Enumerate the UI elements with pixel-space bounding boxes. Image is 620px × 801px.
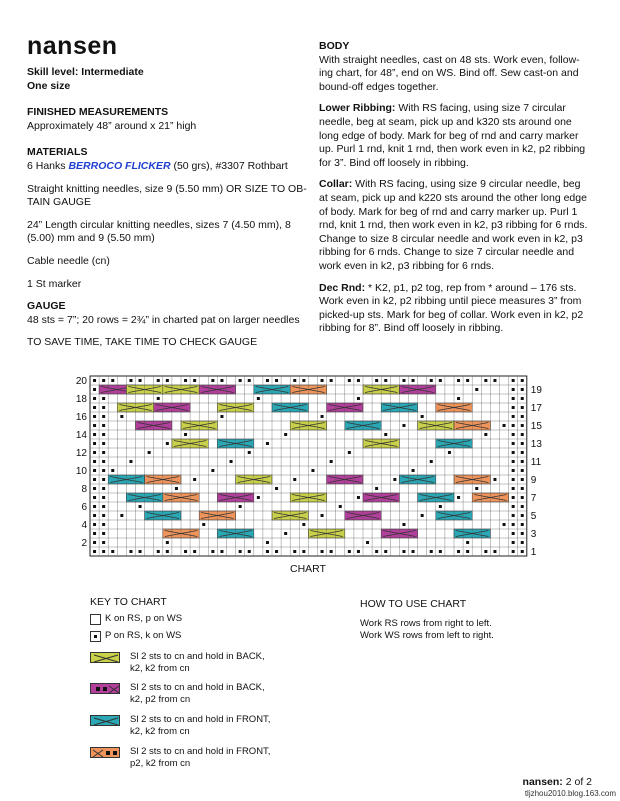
gauge-warning: TO SAVE TIME, TAKE TIME TO CHECK GAUGE — [27, 336, 258, 349]
lower-ribbing-label: Lower Ribbing: — [319, 102, 396, 115]
finished-heading: FINISHED MEASUREMENTS — [27, 106, 169, 119]
page-footer — [523, 776, 592, 788]
chart-row-label-left: 6 — [81, 502, 87, 514]
chart-grid — [70, 372, 550, 577]
chart-row-label-left: 10 — [75, 466, 87, 478]
chart-row-label-right: 5 — [530, 511, 537, 523]
yarn-line — [27, 160, 309, 174]
pattern-title: nansen — [27, 32, 118, 60]
magenta-cable-icon — [90, 683, 120, 694]
chart-row-label-right: 13 — [530, 439, 542, 451]
chart-row-label-left: 4 — [81, 520, 87, 532]
key-yellow-line2: k2, k2 from cn — [130, 663, 190, 674]
body-text: With straight needles, cast on 48 sts. Work even, follow-ing chart, for 48”, end on WS. Bind off. Sew cast-on and bound-off edges together. — [319, 53, 580, 93]
key-teal-cable — [90, 714, 350, 740]
chart-row-label-left: 20 — [75, 376, 87, 388]
knit-symbol-icon — [90, 614, 101, 625]
key-yellow-line1: Sl 2 sts to cn and hold in BACK, — [130, 651, 265, 662]
chart-row-label-right: 7 — [530, 493, 537, 505]
footer-label: nansen: — [522, 776, 563, 788]
key-teal-line1: Sl 2 sts to cn and hold in FRONT, — [130, 714, 271, 725]
materials-heading: MATERIALS — [27, 146, 88, 159]
gauge-text: 48 sts = 7”; 20 rows = 2¾” in charted pat on larger needles — [27, 313, 300, 326]
key-purl-text: P on RS, k on WS — [105, 630, 182, 641]
body-heading: BODY — [319, 40, 350, 52]
how-heading: HOW TO USE CHART — [360, 598, 467, 610]
collar — [319, 178, 591, 273]
chart-row-label-left: 12 — [75, 448, 87, 460]
orange-cable-icon — [90, 747, 120, 758]
key-orange-line2: p2, k2 from cn — [130, 758, 191, 769]
key-orange-cable — [90, 746, 350, 772]
stitch-marker: 1 St marker — [27, 277, 82, 290]
dec-rnd-text: * K2, p1, p2 tog, rep from * around – 176 sts. Work even in k2, p2 ribbing until piece measures 3” from picked-up sts. Mark for beg of collar. Work even in k2, p2 ribbing for 8”. Bind off loosely in ribbing. — [319, 281, 584, 335]
chart-row-label-left: 16 — [75, 412, 87, 424]
right-column — [319, 40, 591, 344]
chart-row-label-right: 19 — [530, 385, 542, 397]
chart-row-label-left: 14 — [75, 430, 87, 442]
lower-ribbing-text: With RS facing, using size 7 circular needle, beg at seam, pick up and k320 sts around one long edge of body. Mark for beg of rnd and carry marker up. Purl 1 rnd, knit 1 rnd, then work even in k2, p2 ribbing for 3”. Bind off loosely in ribbing. — [319, 102, 586, 169]
chart-row-label-right: 1 — [530, 547, 537, 559]
key-teal-line2: k2, k2 from cn — [130, 726, 190, 737]
chart-key — [90, 596, 350, 776]
chart-caption: CHART — [290, 563, 326, 575]
key-heading: KEY TO CHART — [90, 596, 167, 608]
key-magenta-line2: k2, p2 from cn — [130, 694, 191, 705]
chart-row-label-left: 2 — [81, 538, 87, 550]
chart-row-label-right: 9 — [530, 475, 537, 487]
purl-symbol-icon — [90, 631, 101, 642]
yellow-cable-icon — [90, 652, 120, 663]
chart-row-label-left: 18 — [75, 394, 87, 406]
chart-row-label-right: 17 — [530, 403, 542, 415]
collar-text: With RS facing, using size 9 circular needle, beg at seam, pick up and k220 sts around the other long edge of body. Mark for beg of rnd and carry marker up. Purl 1 rnd, knit 1 rnd, then work even in k2, p3 ribbing for 6 rnds. Change to size 8 circular needle and work even in k2, p3 ribbing for 6 rnds. Change to size 7 circular needle and work even in k2, p3 ribbing for 6 rnds. — [319, 178, 588, 272]
finished-text: Approximately 48” around x 21” high — [27, 119, 197, 132]
key-orange-line1: Sl 2 sts to cn and hold in FRONT, — [130, 746, 271, 757]
dec-rnd-label: Dec Rnd: — [319, 281, 366, 294]
key-magenta-cable — [90, 682, 350, 708]
chart-row-label-left: 8 — [81, 484, 87, 496]
left-column — [27, 66, 309, 350]
key-knit-text: K on RS, p on WS — [105, 613, 183, 624]
chart-row-label-right: 3 — [530, 529, 537, 541]
yarn-post: (50 grs), #3307 Rothbart — [170, 159, 288, 172]
key-magenta-line1: Sl 2 sts to cn and hold in BACK, — [130, 682, 265, 693]
key-yellow-cable — [90, 651, 350, 677]
teal-cable-icon — [90, 715, 120, 726]
size: One size — [27, 79, 71, 92]
how-to-use — [360, 598, 560, 642]
knitting-chart — [70, 372, 550, 577]
yarn-pre: 6 Hanks — [27, 159, 69, 172]
how-line1: Work RS rows from right to left. — [360, 618, 492, 629]
how-line2: Work WS rows from left to right. — [360, 630, 494, 641]
collar-label: Collar: — [319, 178, 353, 191]
chart-row-label-right: 11 — [530, 457, 542, 469]
chart-row-label-right: 15 — [530, 421, 542, 433]
cable-needle: Cable needle (cn) — [27, 254, 110, 267]
needles-straight: Straight knitting needles, size 9 (5.50 mm) OR SIZE TO OB-TAIN GAUGE — [27, 182, 307, 209]
yarn-brand: BERROCO FLICKER — [68, 159, 171, 172]
dec-rnd — [319, 282, 591, 336]
needles-circular: 24” Length circular knitting needles, sizes 7 (4.50 mm), 8 (5.00) mm and 9 (5.50 mm) — [27, 218, 291, 245]
lower-ribbing — [319, 102, 591, 170]
gauge-heading: GAUGE — [27, 300, 66, 313]
watermark: tljzhou2010.blog.163.com — [524, 789, 616, 798]
footer-page: 2 of 2 — [565, 776, 592, 788]
skill-level: Skill level: Intermediate — [27, 66, 144, 78]
